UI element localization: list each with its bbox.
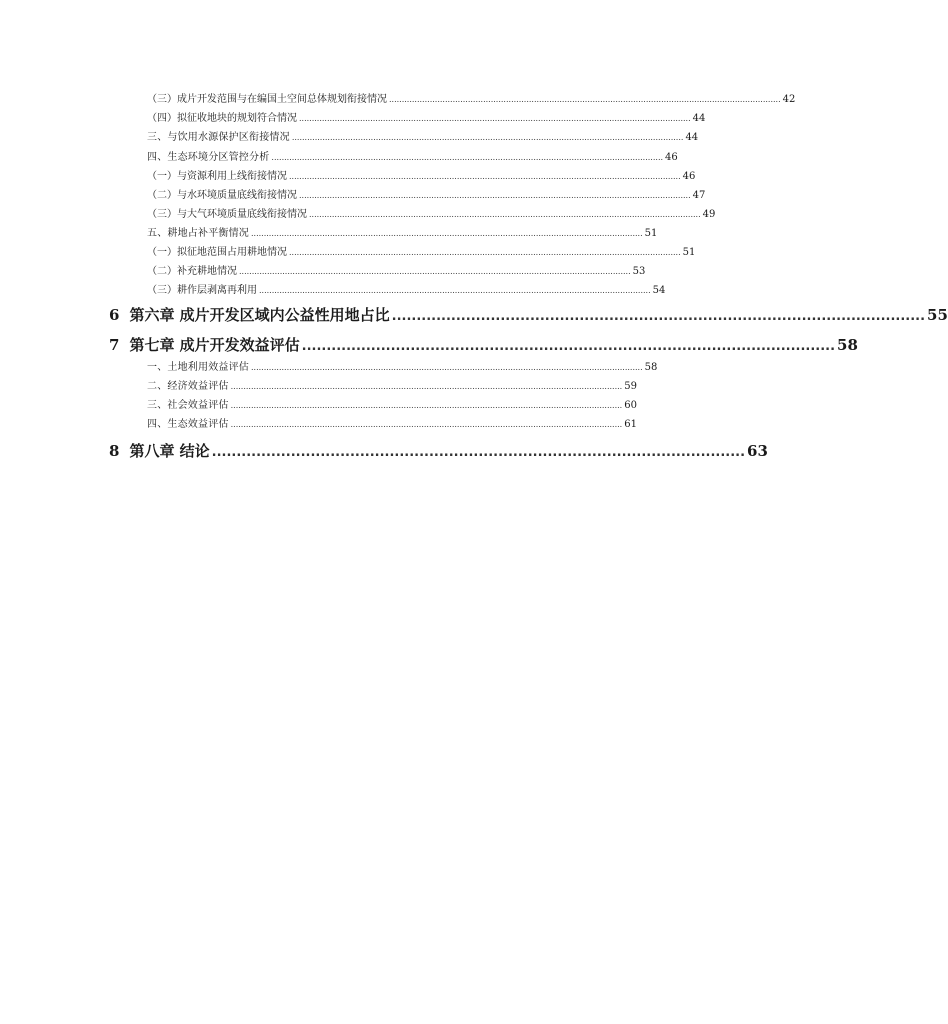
toc-entry-page: 44	[685, 132, 699, 143]
dot-leader: ..........................................................................................................................................................	[230, 420, 623, 429]
toc-entry-page: 51	[682, 247, 696, 258]
toc-entry-page: 44	[692, 113, 706, 124]
toc-entry-title: 五、耕地占补平衡情况	[147, 228, 249, 239]
toc-entry-title: （三）耕作层剥离再利用	[147, 285, 257, 296]
dot-leader: ..........................................................................................................................................................	[259, 286, 651, 295]
toc-entry-title: 第六章 成片开发区域内公益性用地占比	[129, 306, 390, 324]
toc-entry[interactable]	[147, 167, 696, 182]
toc-entry[interactable]	[147, 262, 646, 277]
toc-entry-page: 51	[644, 228, 658, 239]
chapter-number: 7	[109, 336, 120, 354]
dot-leader: ..........................................................................................................................................................	[309, 210, 701, 219]
dot-leader: ..........................................................................................................................................................	[230, 401, 623, 410]
dot-leader: ..........................................................................................................................................................	[299, 191, 691, 200]
toc-entry-title: （一）拟征地范围占用耕地情况	[147, 247, 287, 258]
dot-leader: ..........................................................................................................................................................	[230, 382, 623, 391]
toc-entry-page: 61	[624, 419, 637, 430]
toc-entry-title: 一、土地利用效益评估	[147, 362, 249, 373]
toc-entry-page: 53	[632, 266, 646, 277]
toc-entry-page: 54	[652, 285, 666, 296]
chapter-number: 8	[109, 442, 120, 460]
toc-entry-title: 第八章 结论	[129, 442, 210, 460]
toc-chapter-entry[interactable]	[109, 304, 948, 324]
dot-leader: ..........................................................................................................................................................	[389, 95, 781, 104]
toc-entry-page: 42	[782, 94, 796, 105]
toc-entry-title: 四、生态环境分区管控分析	[147, 152, 270, 163]
toc-entry-title: 三、社会效益评估	[147, 400, 229, 411]
toc-entry-page: 59	[624, 381, 637, 392]
toc-entry[interactable]	[147, 205, 716, 220]
dot-leader: ..........................................................................................................................................................	[251, 363, 643, 372]
toc-entry[interactable]	[147, 415, 637, 430]
toc-chapter-entry[interactable]	[109, 440, 768, 460]
toc-entry-page: 58	[837, 336, 858, 354]
toc-entry[interactable]	[147, 148, 678, 163]
toc-entry-title: （三）成片开发范围与在编国土空间总体规划衔接情况	[147, 94, 387, 105]
dot-leader: ..........................................................................................................................................................	[291, 133, 684, 142]
dot-leader: ..........................................................................................................................................................	[289, 172, 681, 181]
toc-entry-page: 63	[747, 442, 768, 460]
toc-entry[interactable]	[147, 243, 696, 258]
toc-entry-page: 47	[692, 190, 706, 201]
toc-entry[interactable]	[147, 224, 658, 239]
toc-entry[interactable]	[147, 128, 699, 143]
toc-entry-page: 58	[644, 362, 658, 373]
toc-entry-page: 49	[702, 209, 716, 220]
toc-entry-title: （一）与资源利用上线衔接情况	[147, 171, 287, 182]
dot-leader: ............................................................................................................	[211, 445, 746, 460]
dot-leader: ..........................................................................................................................................................	[289, 248, 681, 257]
toc-entry[interactable]	[147, 281, 666, 296]
dot-leader: ..........................................................................................................................................................	[239, 267, 631, 276]
toc-entry[interactable]	[147, 186, 706, 201]
toc-entry-title: 第七章 成片开发效益评估	[129, 336, 300, 354]
toc-entry-title: （二）与水环境质量底线衔接情况	[147, 190, 297, 201]
dot-leader: ..........................................................................................................................................................	[299, 114, 691, 123]
toc-entry[interactable]	[147, 109, 706, 124]
dot-leader: ..........................................................................................................................................................	[251, 229, 643, 238]
toc-entry-page: 60	[624, 400, 637, 411]
toc-entry-title: （三）与大气环境质量底线衔接情况	[147, 209, 307, 220]
toc-entry-title: 二、经济效益评估	[147, 381, 229, 392]
toc-chapter-entry[interactable]	[109, 334, 858, 354]
chapter-number: 6	[109, 306, 120, 324]
toc-entry[interactable]	[147, 358, 658, 373]
toc-entry[interactable]	[147, 377, 637, 392]
dot-leader: ............................................................................................................	[301, 339, 836, 354]
dot-leader: ............................................................................................................	[391, 309, 926, 324]
toc-entry[interactable]	[147, 396, 637, 411]
toc-entry-page: 46	[682, 171, 696, 182]
toc-entry[interactable]	[147, 90, 796, 105]
dot-leader: ..........................................................................................................................................................	[271, 153, 664, 162]
toc-entry-page: 46	[665, 152, 678, 163]
toc-entry-title: （二）补充耕地情况	[147, 266, 237, 277]
toc-entry-page: 55	[927, 306, 948, 324]
toc-entry-title: （四）拟征收地块的规划符合情况	[147, 113, 297, 124]
toc-entry-title: 三、与饮用水源保护区衔接情况	[147, 132, 290, 143]
toc-entry-title: 四、生态效益评估	[147, 419, 229, 430]
